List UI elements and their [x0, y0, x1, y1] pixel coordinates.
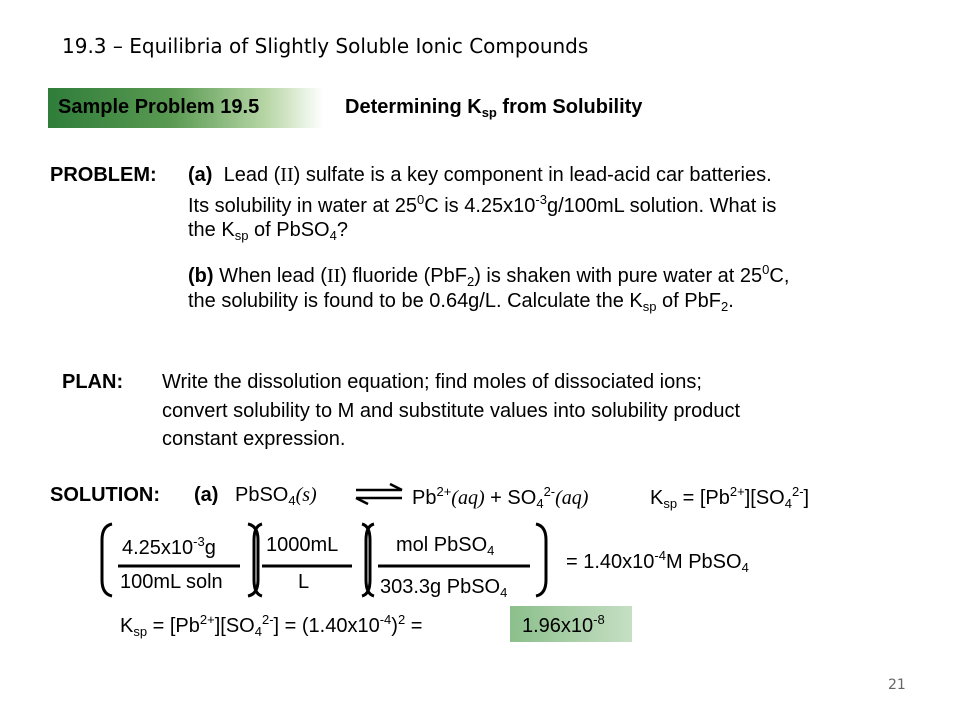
fraction1-denominator: 100mL soln	[120, 571, 223, 593]
fraction1-numerator: $4.25x10^{-3}g$	[122, 534, 216, 559]
plan-line1: Write the dissolution equation; find moles of dissociated ions;	[162, 371, 702, 393]
fraction2-denominator: L	[298, 571, 310, 593]
problem-b-line2: the solubility is found to be 0.64g/L. Calculate the $K_{sp}$ of PbF$_2$.	[188, 290, 734, 314]
reactant-pbso4: PbSO$_4$(s)	[235, 484, 317, 508]
equilibrium-arrow-icon	[356, 484, 402, 504]
sample-problem-title: Determining $K_{sp}$ from Solubility	[345, 96, 643, 120]
fraction3-denominator: 303.3g PbSO$_4$	[380, 576, 508, 600]
final-ksp-expression: $K_{sp} = [Pb^{2+}][SO_4^{2-}] = (1.40x10^{-4})^2$ =	[120, 612, 423, 639]
problem-b-line1: (b) When lead (II) fluoride (PbF$_2$) is shaken with pure water at $25^0C$,	[188, 262, 790, 289]
page-number: 21	[888, 677, 906, 693]
plan-label: PLAN:	[62, 371, 124, 393]
fraction3-numerator: mol PbSO$_4$	[396, 534, 495, 558]
ksp-expression: $K_{sp} = [Pb^{2+}][SO_4^{2-}]$	[650, 484, 810, 511]
solution-label: SOLUTION:	[50, 484, 160, 506]
problem-a-line3: the $K_{sp}$ of PbSO$_4$?	[188, 219, 348, 243]
section-title: 19.3 – Equilibria of Slightly Soluble Ionic Compounds	[62, 34, 589, 58]
plan-line3: constant expression.	[162, 428, 346, 450]
problem-a-line2: Its solubility in water at $25^0C$ is $4.25x10^{-3}g/100mL$ solution. What is	[188, 192, 777, 217]
products: $Pb^{2+}(aq) + SO_4^{2-}(aq)$	[412, 484, 589, 511]
fraction2-numerator: 1000mL	[266, 534, 339, 556]
answer-value: $1.96x10^{-8}$	[522, 612, 605, 637]
plan-line2: convert solubility to M and substitute values into solubility product	[162, 400, 741, 422]
molarity-result: = $1.40x10^{-4}M$ PbSO$_4$	[566, 548, 749, 575]
problem-label: PROBLEM:	[50, 164, 157, 186]
problem-a-line1: (a) Lead (II) sulfate is a key component in lead-acid car batteries.	[188, 164, 772, 186]
sample-problem-label: Sample Problem 19.5	[58, 96, 260, 118]
solution-part-a: (a)	[194, 484, 219, 506]
